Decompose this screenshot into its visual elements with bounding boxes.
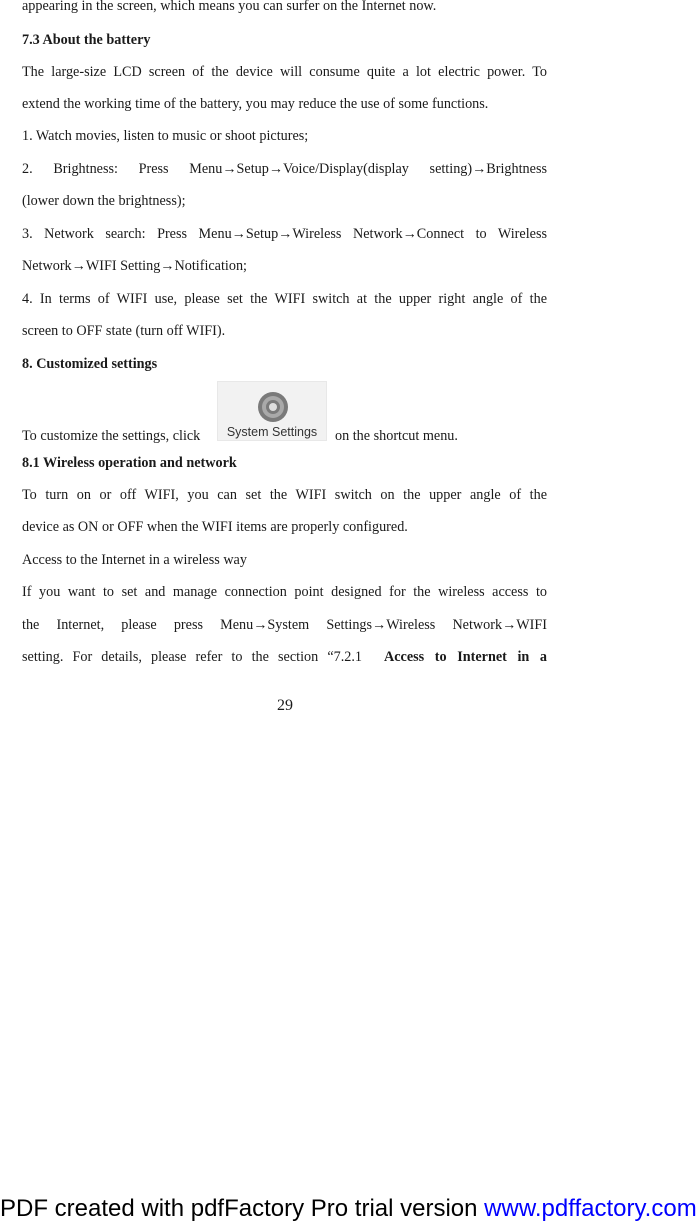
footer-watermark	[0, 1195, 697, 1223]
section-heading: 8. Customized settings	[22, 356, 158, 372]
paragraph-line: To turn on or off WIFI, you can set the WIFI switch on the upper angle of the	[22, 487, 547, 503]
list-item: 4. In terms of WIFI use, please set the WIFI switch at the upper right angle of the	[22, 291, 547, 307]
footer-link[interactable]: www.pdffactory.com	[484, 1195, 697, 1222]
footer-text: PDF created with pdfFactory Pro trial version	[0, 1195, 485, 1222]
paragraph-line: extend the working time of the battery, you may reduce the use of some functions.	[22, 96, 489, 112]
list-item: 2. Brightness: Press Menu→Setup→Voice/Display(display setting)→Brightness	[22, 161, 547, 177]
page-number: 29	[277, 697, 293, 714]
paragraph-line: Access to the Internet in a wireless way	[22, 552, 247, 568]
paragraph-line: the Internet, please press Menu→System Settings→Wireless Network→WIFI	[22, 617, 547, 633]
paragraph-line: The large-size LCD screen of the device will consume quite a lot electric power. To	[22, 64, 547, 80]
section-heading: 7.3 About the battery	[22, 32, 151, 48]
list-item-continuation: (lower down the brightness);	[22, 193, 186, 209]
list-item: 1. Watch movies, listen to music or shoot pictures;	[22, 128, 309, 144]
paragraph-line: If you want to set and manage connection point designed for the wireless access to	[22, 584, 547, 600]
list-item-continuation: Network→WIFI Setting→Notification;	[22, 258, 247, 274]
paragraph-line: on the shortcut menu.	[335, 428, 458, 444]
settings-gear-icon	[256, 390, 290, 424]
paragraph-line: setting. For details, please refer to the section “7.2.1	[22, 649, 362, 665]
bold-reference: Access to Internet in a	[384, 649, 547, 665]
icon-label: System Settings	[226, 425, 318, 439]
system-settings-icon	[217, 381, 327, 441]
paragraph-line: appearing in the screen, which means you can surfer on the Internet now.	[22, 0, 437, 14]
list-item: 3. Network search: Press Menu→Setup→Wireless Network→Connect to Wireless	[22, 226, 547, 242]
paragraph-line: To customize the settings, click	[22, 428, 201, 444]
paragraph-line: device as ON or OFF when the WIFI items are properly configured.	[22, 519, 408, 535]
section-heading: 8.1 Wireless operation and network	[22, 455, 237, 471]
list-item-continuation: screen to OFF state (turn off WIFI).	[22, 323, 226, 339]
